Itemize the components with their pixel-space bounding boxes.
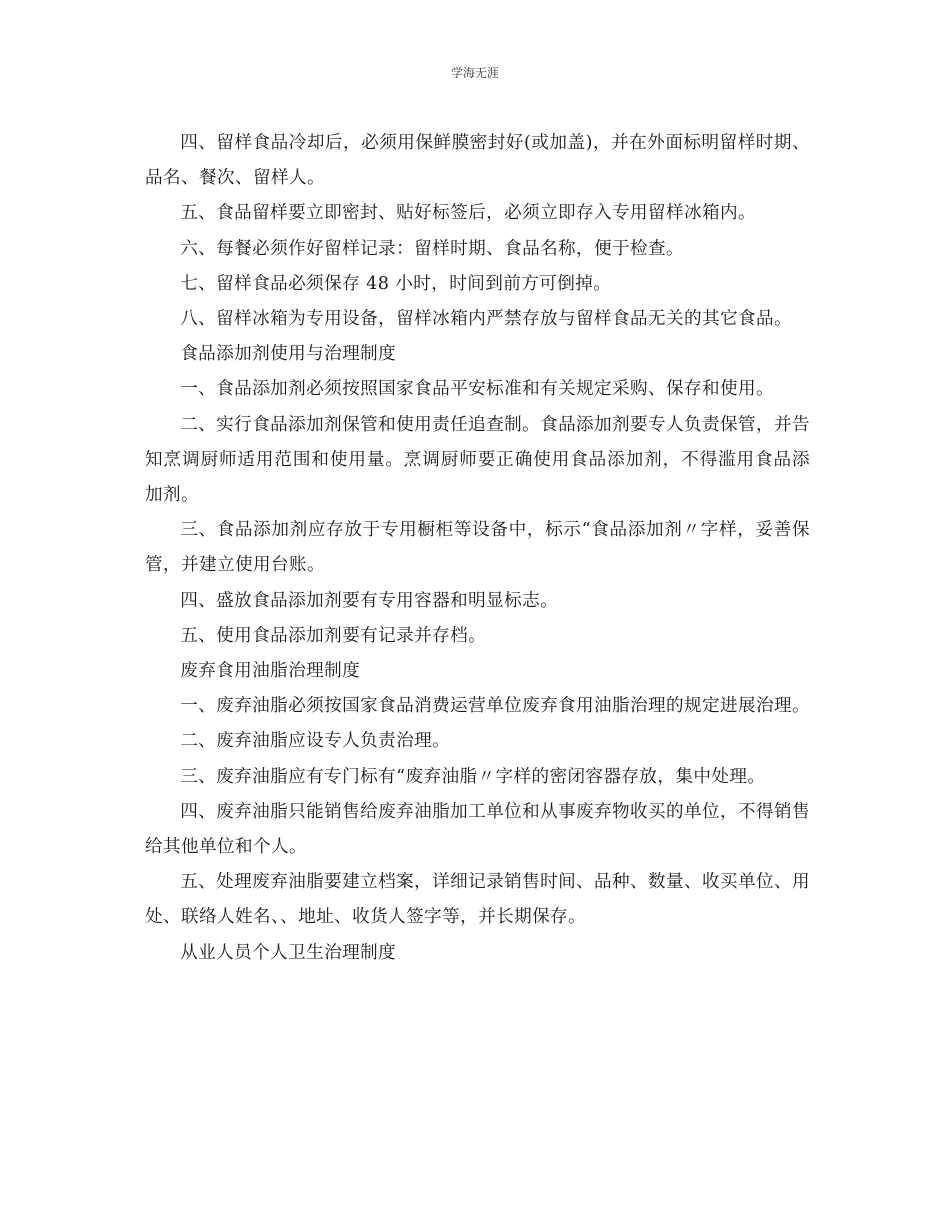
paragraph: 五、食品留样要立即密封、贴好标签后，必须立即存入专用留样冰箱内。	[180, 203, 756, 224]
paragraph: 七、留样食品必须保存 48 小时，时间到前方可倒掉。	[180, 273, 612, 294]
paragraph: 三、废弃油脂应有专门标有“废弃油脂〃字样的密闭容器存放，集中处理。	[180, 766, 766, 787]
paragraph: 四、盛放食品添加剂要有专用容器和明显标志。	[180, 590, 559, 611]
paragraph: 八、留样冰箱为专用设备，留样冰箱内严禁存放与留样食品无关的其它食品。	[180, 309, 792, 330]
page-header: 学海无涯	[450, 66, 499, 80]
paragraph: 四、留样食品冷却后，必须用保鲜膜密封好(或加盖)，并在外面标明留样时期、品名、餐次、留样人。	[145, 133, 810, 189]
paragraph: 三、食品添加剂应存放于专用橱柜等设备中，标示“食品添加剂〃字样，妥善保管，并建立使用台账。	[145, 520, 810, 576]
section-heading: 食品添加剂使用与治理制度	[180, 344, 397, 365]
paragraph: 四、废弃油脂只能销售给废弃油脂加工单位和从事废弃物收买的单位，不得销售给其他单位和个人。	[145, 801, 810, 858]
section-heading: 废弃食用油脂治理制度	[180, 661, 361, 682]
paragraph: 五、处理废弃油脂要建立档案，详细记录销售时间、品种、数量、收买单位、用处、联络人姓名、、地址、收货人签字等，并长期保存。	[145, 872, 810, 928]
section-heading: 从业人员个人卫生治理制度	[180, 942, 397, 963]
paragraph: 五、使用食品添加剂要有记录并存档。	[180, 625, 487, 646]
paragraph: 一、废弃油脂必须按国家食品消费运营单位废弃食用油脂治理的规定进展治理。	[180, 696, 810, 717]
paragraph: 一、食品添加剂必须按照国家食品平安标准和有关规定采购、保存和使用。	[180, 379, 774, 400]
document-body	[145, 126, 810, 971]
paragraph: 二、实行食品添加剂保管和使用责任追查制。食品添加剂要专人负责保管，并告知烹调厨师适用范围和使用量。烹调厨师要正确使用食品添加剂，不得滥用食品添加剂。	[145, 414, 810, 506]
paragraph: 二、废弃油脂应设专人负责治理。	[180, 731, 451, 752]
paragraph: 六、每餐必须作好留样记录：留样时期、食品名称，便于检查。	[180, 238, 685, 259]
